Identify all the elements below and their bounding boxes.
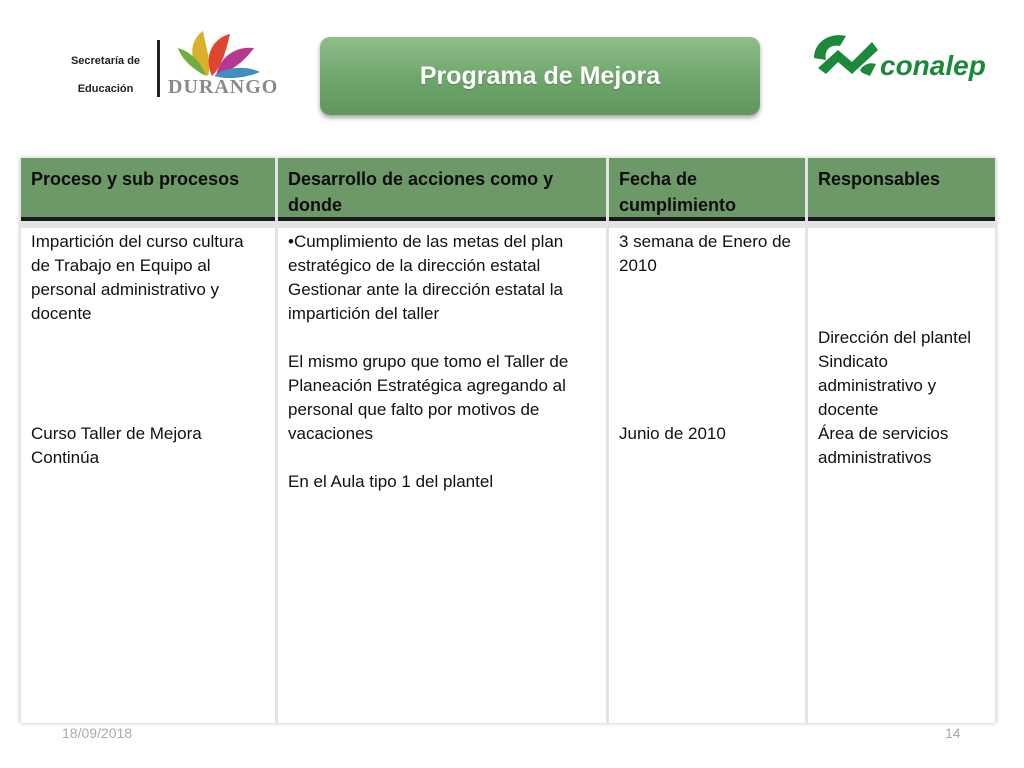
page-title: Programa de Mejora	[419, 61, 661, 90]
conalep-logo	[808, 28, 998, 88]
table-header-actions: Desarrollo de acciones como y donde	[278, 158, 606, 221]
footer-page-number: 14	[945, 725, 961, 741]
actions-paragraph-4: En el Aula tipo 1 del plantel	[288, 472, 494, 491]
durango-leaves-icon	[168, 26, 272, 80]
table-column-date	[609, 158, 805, 723]
improvement-table	[20, 158, 996, 723]
actions-paragraph-3: El mismo grupo que tomo el Taller de Planeación Estratégica agregando al personal que falto por motivos de vacaciones	[288, 352, 569, 443]
responsible-3: Área de servicios administrativos	[818, 424, 949, 467]
title-banner	[320, 37, 760, 115]
header-divider	[157, 40, 160, 97]
secretaria-line1: Secretaría de	[70, 55, 141, 67]
durango-logo	[168, 26, 279, 102]
actions-paragraph-2: Gestionar ante la dirección estatal la impartición del taller	[288, 280, 563, 323]
table-cell-responsible	[808, 228, 995, 723]
table-header-date: Fecha de cumplimiento	[609, 158, 805, 221]
table-header-responsible: Responsables	[808, 158, 995, 221]
secretaria-label	[58, 55, 153, 95]
table-header-process: Proceso y sub procesos	[21, 158, 275, 221]
responsible-1: Dirección del plantel	[818, 328, 972, 347]
process-item-2: Curso Taller de Mejora Continúa	[31, 424, 202, 467]
table-cell-date	[609, 228, 805, 723]
conalep-logo-text: conalep	[880, 50, 986, 81]
actions-paragraph-1: •Cumplimiento de las metas del plan estratégico de la dirección estatal	[288, 232, 564, 275]
date-2: Junio de 2010	[619, 424, 726, 443]
footer-date: 18/09/2018	[62, 725, 133, 741]
durango-logo-text: DURANGO	[168, 76, 279, 98]
responsible-2: Sindicato administrativo y docente	[818, 352, 937, 419]
table-column-actions	[278, 158, 606, 723]
process-item-1: Impartición del curso cultura de Trabajo en Equipo al personal administrativo y docente	[31, 232, 244, 323]
secretaria-line2: Educación	[77, 83, 134, 95]
date-1: 3 semana de Enero de 2010	[619, 232, 792, 275]
table-cell-process	[21, 228, 275, 723]
table-cell-actions	[278, 228, 606, 723]
conalep-emblem-icon	[808, 28, 880, 84]
table-column-responsible	[808, 158, 995, 723]
table-column-process	[21, 158, 275, 723]
